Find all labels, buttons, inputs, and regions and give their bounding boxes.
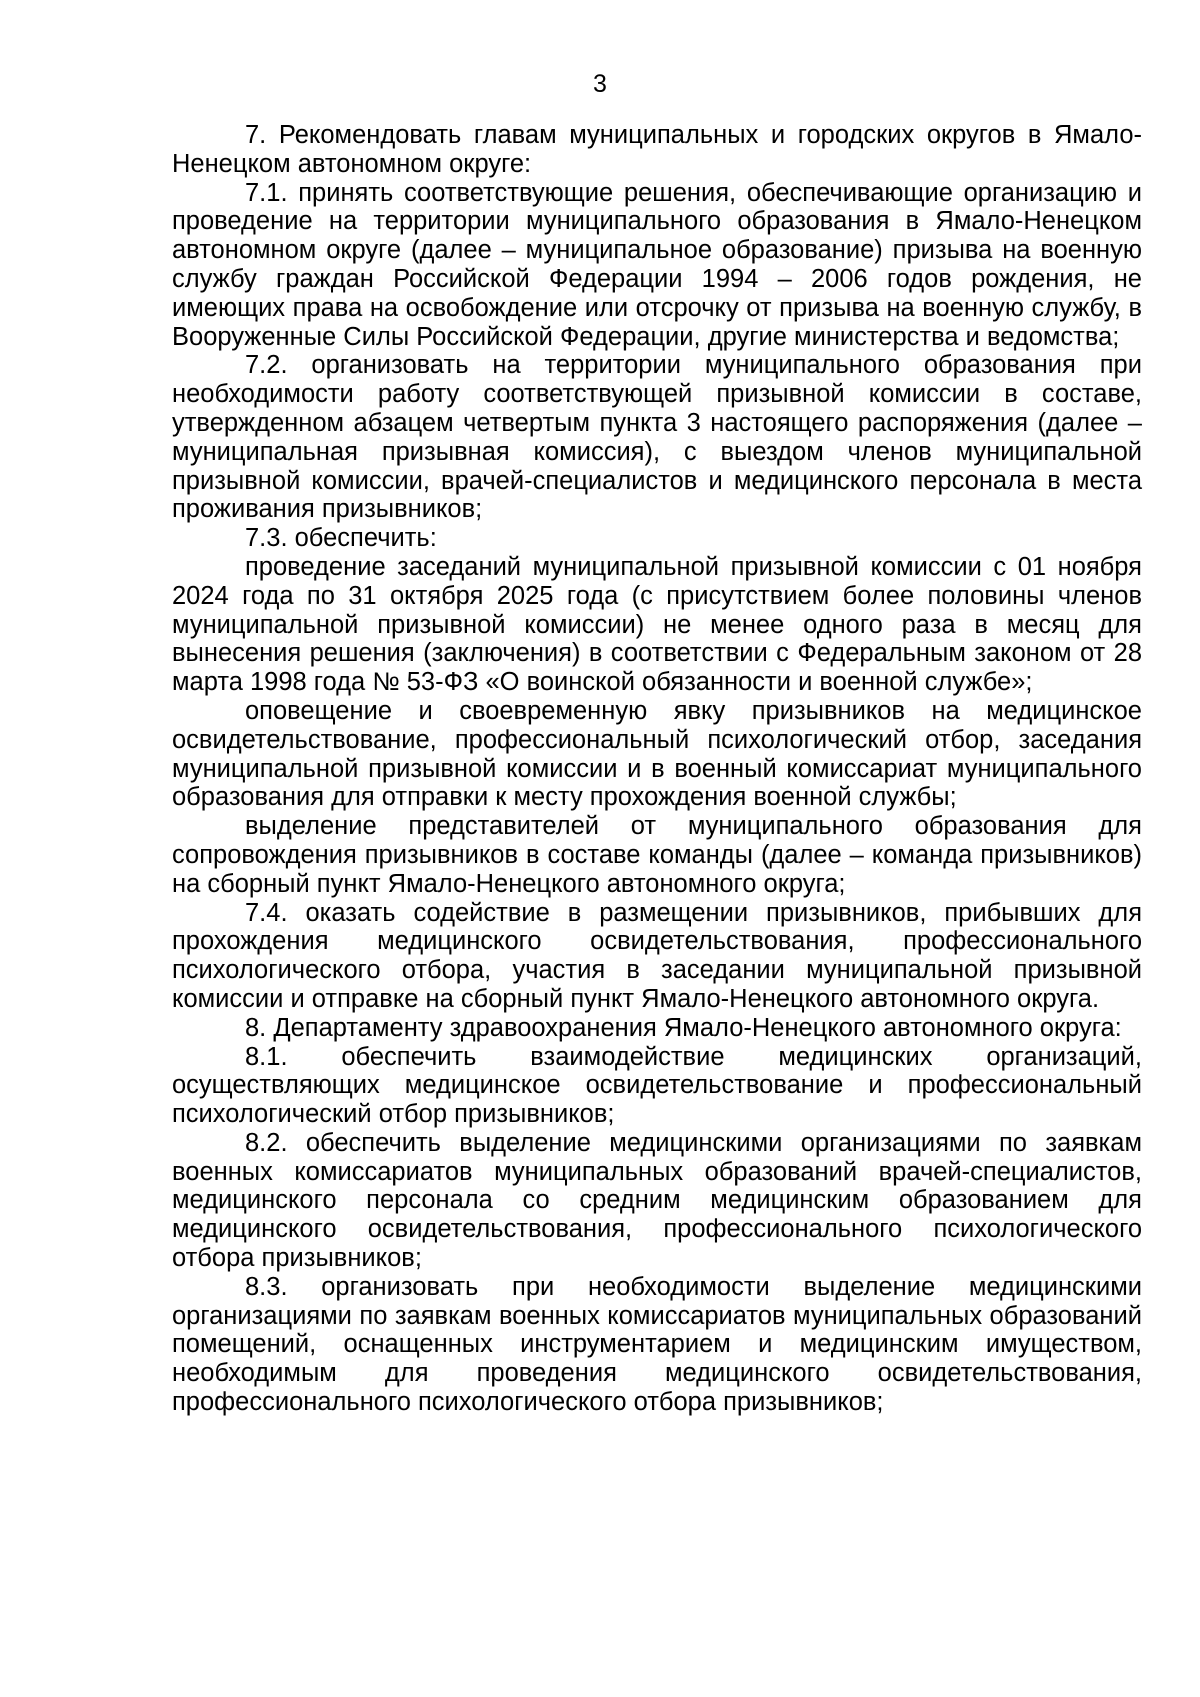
paragraph-7-2: 7.2. организовать на территории муниципального образования при необходимости работу соответствующей призывной комиссии в составе, утвержденном абзацем четвертым пункта 3 настоящего распоряжения (далее – муниципальная призывная комиссия), с выездом членов муниципальной призывной комиссии, врачей-специалистов и медицинского персонала в места проживания призывников; xyxy=(172,351,1142,524)
paragraph-7: 7. Рекомендовать главам муниципальных и городских округов в Ямало-Ненецком автономном округе: xyxy=(172,121,1142,178)
paragraph-7-1: 7.1. принять соответствующие решения, обеспечивающие организацию и проведение на территории муниципального образования в Ямало-Ненецком автономном округе (далее – муниципальное образование) призыва на военную службу граждан Российской Федерации 1994 – 2006 годов рождения, не имеющих права на освобождение или отсрочку от призыва на военную службу, в Вооруженные Силы Российской Федерации, другие министерства и ведомства; xyxy=(172,178,1142,351)
paragraph-7-3-representatives: выделение представителей от муниципального образования для сопровождения призывников в составе команды (далее – команда призывников) на сборный пункт Ямало-Ненецкого автономного округа; xyxy=(172,812,1142,898)
paragraph-7-3-meetings: проведение заседаний муниципальной призывной комиссии с 01 ноября 2024 года по 31 октября 2025 года (с присутствием более половины членов муниципальной призывной комиссии) не менее одного раза в месяц для вынесения решения (заключения) в соответствии с Федеральным законом от 28 марта 1998 года № 53-ФЗ «О воинской обязанности и военной службе»; xyxy=(172,552,1142,697)
document-body xyxy=(172,121,1142,1417)
paragraph-7-4: 7.4. оказать содействие в размещении призывников, прибывших для прохождения медицинского освидетельствования, профессионального психологического отбора, участия в заседании муниципальной призывной комиссии и отправке на сборный пункт Ямало-Ненецкого автономного округа. xyxy=(172,898,1142,1013)
paragraph-8: 8. Департаменту здравоохранения Ямало-Ненецкого автономного округа: xyxy=(245,1013,1122,1042)
page-number: 3 xyxy=(593,70,607,98)
paragraph-7-3: 7.3. обеспечить: xyxy=(245,524,437,553)
paragraph-8-2: 8.2. обеспечить выделение медицинскими организациями по заявкам военных комиссариатов муниципальных образований врачей-специалистов, медицинского персонала со средним медицинским образованием для медицинского освидетельствования, профессионального психологического отбора призывников; xyxy=(172,1128,1142,1273)
paragraph-7-3-notification: оповещение и своевременную явку призывников на медицинское освидетельствование, профессиональный психологический отбор, заседания муниципальной призывной комиссии и в военный комиссариат муниципального образования для отправки к месту прохождения военной службы; xyxy=(172,696,1142,812)
paragraph-8-1: 8.1. обеспечить взаимодействие медицинских организаций, осуществляющих медицинское освидетельствование и профессиональный психологический отбор призывников; xyxy=(172,1042,1142,1129)
paragraph-8-3: 8.3. организовать при необходимости выделение медицинскими организациями по заявкам военных комиссариатов муниципальных образований помещений, оснащенных инструментарием и медицинским имуществом, необходимым для проведения медицинского освидетельствования, профессионального психологического отбора призывников; xyxy=(172,1272,1142,1417)
